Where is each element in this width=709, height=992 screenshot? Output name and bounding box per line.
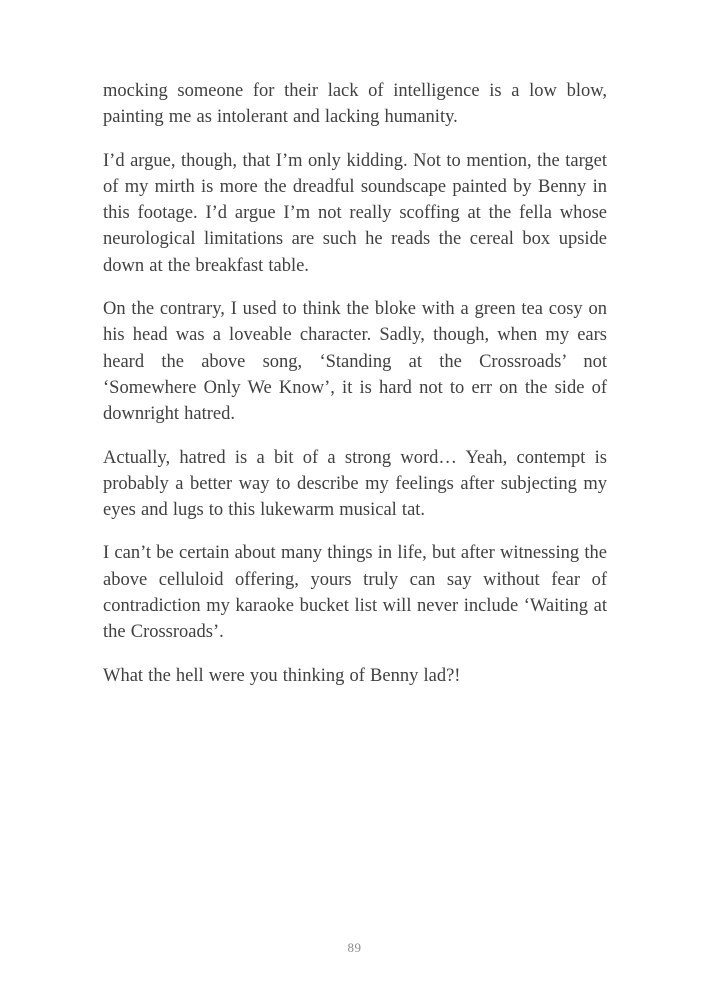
paragraph: mocking someone for their lack of intelligence is a low blow, painting me as intolerant and lacking humanity. <box>103 81 607 128</box>
paragraph: On the contrary, I used to think the bloke with a green tea cosy on his head was a loveable character. Sadly, though, when my ears heard the above song, ‘Standing at the Crossroads’ not ‘Somewhere Only We Know’, it is hard not to err on the side of downright hatred. <box>103 299 607 425</box>
page-number: 89 <box>347 940 362 955</box>
paragraph: I’d argue, though, that I’m only kidding. Not to mention, the target of my mirth is more the dreadful soundscape painted by Benny in this footage. I’d argue I’m not really scoffing at the fella whose neurological limitations are such he reads the cereal box upside down at the breakfast table. <box>103 150 607 276</box>
paragraph: I can’t be certain about many things in life, but after witnessing the above celluloid offering, yours truly can say without fear of contradiction my karaoke bucket list will never include ‘Waiting at the Crossroads’. <box>103 543 607 643</box>
text-block <box>103 78 607 706</box>
paragraph: What the hell were you thinking of Benny lad?! <box>103 665 461 686</box>
paragraph: Actually, hatred is a bit of a strong word… Yeah, contempt is probably a better way to describe my feelings after subjecting my eyes and lugs to this lukewarm musical tat. <box>103 447 607 521</box>
